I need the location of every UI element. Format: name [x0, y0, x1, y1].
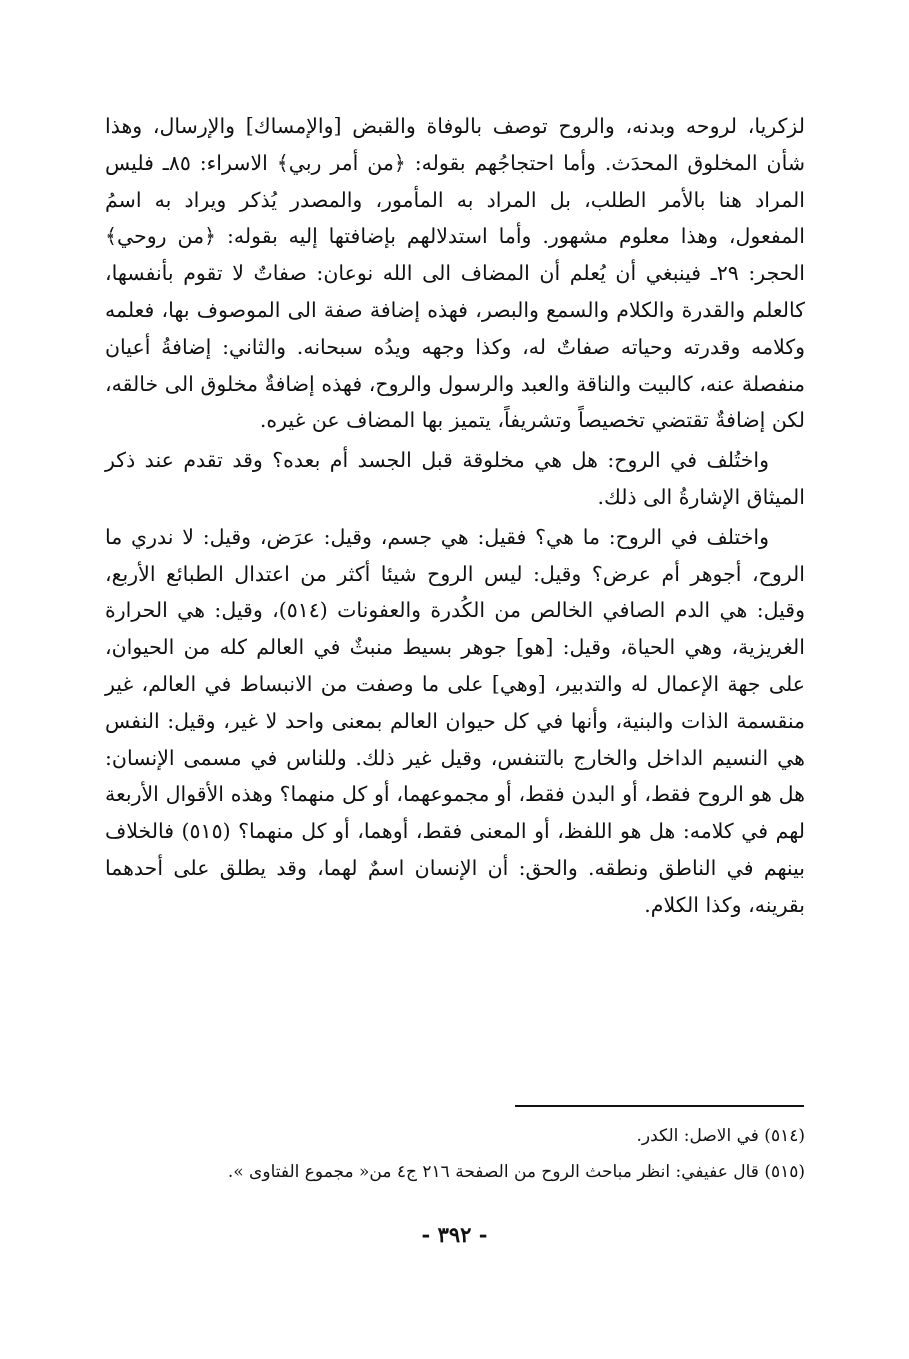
paragraph-1: لزكريا، لروحه وبدنه، والروح توصف بالوفاة والقبض [والإمساك] والإرسال، وهذا شأن المخلوق المحدَث. وأما احتجاجُهم بقوله: ﴿من أمر ربي﴾ الاسراء: ٨٥ـ فليس المراد هنا بالأمر الطلب، بل المراد به المأمور، والمصدر يُذكر ويراد به اسمُ المفعول، وهذا معلوم مشهور. وأما استدلالهم بإضافتها إليه بقوله: ﴿من روحي﴾ الحجر: ٢٩ـ فينبغي أن يُعلم أن المضاف الى الله نوعان: صفاتٌ لا تقوم بأنفسها، كالعلم والقدرة والكلام والسمع والبصر، فهذه إضافة صفة الى الموصوف بها، فعلمه وكلامه وقدرته وحياته صفاتٌ له، وكذا وجهه ويدُه سبحانه. والثاني: إضافةُ أعيان منفصلة عنه، كالبيت والناقة والعبد والرسول والروح، فهذه إضافةٌ مخلوق الى خالقه، لكن إضافةٌ تقتضي تخصيصاً وتشريفاً، يتميز بها المضاف عن غيره. [105, 114, 805, 433]
paragraph-2: واختُلف في الروح: هل هي مخلوقة قبل الجسد أم بعده؟ وقد تقدم عند ذكر الميثاق الإشارةُ الى ذلك. [105, 448, 805, 509]
paragraph-3: واختلف في الروح: ما هي؟ فقيل: هي جسم، وقيل: عرَض، وقيل: لا ندري ما الروح، أجوهر أم عرض؟ وقيل: ليس الروح شيئا أكثر من اعتدال الطبائع الأربع، وقيل: هي الدم الصافي الخالص من الكُدرة والعفونات (٥١٤)، وقيل: هي الحرارة الغريزية، وهي الحياة، وقيل: [هو] جوهر بسيط منبثٌ في العالم كله من الحيوان، على جهة الإعمال له والتدبير، [وهي] على ما وصفت من الانبساط في العالم، غير منقسمة الذات والبنية، وأنها في كل حيوان العالم بمعنى واحد لا غير، وقيل: النفس هي النسيم الداخل والخارج بالتنفس، وقيل غير ذلك. وللناس في مسمى الإنسان: هل هو الروح فقط، أو البدن فقط، أو مجموعهما، أو كل منهما؟ وهذه الأقوال الأربعة لهم في كلامه: هل هو اللفظ، أو المعنى فقط، أوهما، أو كل منهما؟ (٥١٥) فالخلاف بينهم في الناطق ونطقه. والحق: أن الإنسان اسمٌ لهما، وقد يطلق على أحدهما بقرينه، وكذا الكلام. [105, 524, 806, 917]
main-text [105, 108, 805, 924]
footnote-separator [515, 1105, 804, 1107]
footnote-515: (٥١٥) قال عفيفي: انظر مباحث الروح من الصفحة ٢١٦ ج٤ من« مجموع الفتاوى ». [227, 1162, 805, 1182]
page-number: - ٣٩٢ - [421, 1222, 488, 1247]
footnotes [105, 1118, 805, 1190]
footnote-514: (٥١٤) في الاصل: الكدر. [636, 1126, 805, 1146]
